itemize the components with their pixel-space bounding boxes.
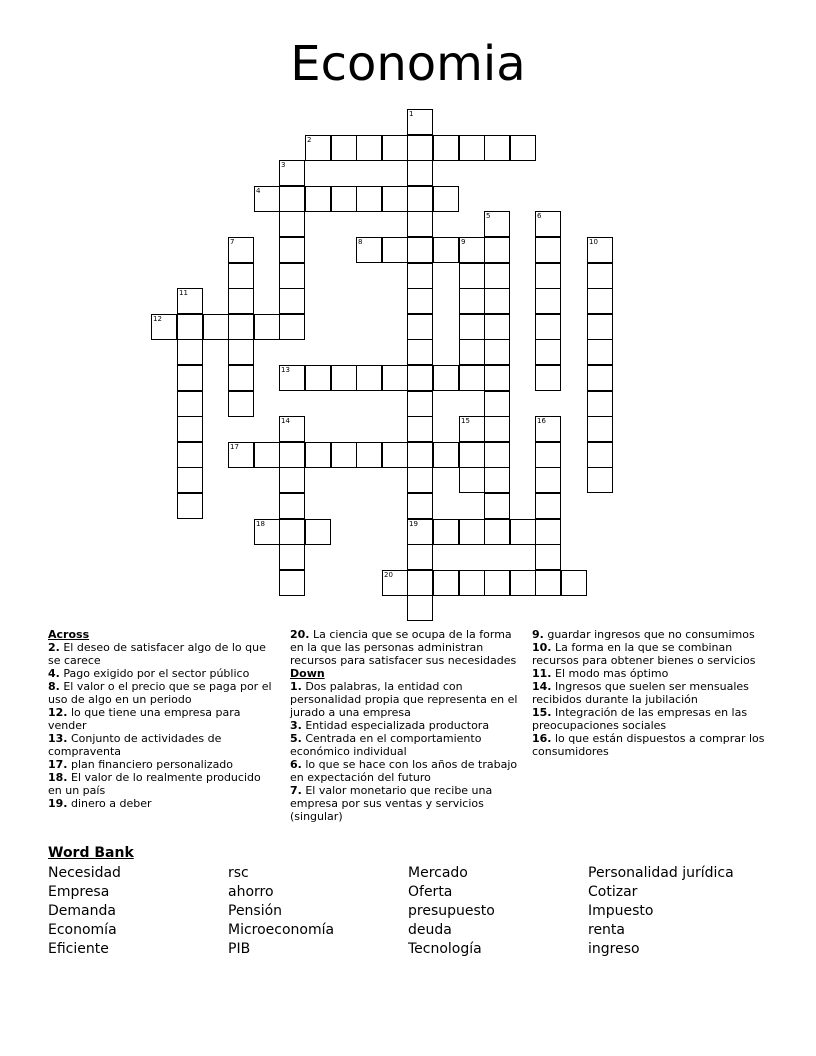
word-bank-word: Tecnología <box>408 941 482 957</box>
grid-cell[interactable] <box>279 211 305 237</box>
cell-number: 13 <box>281 366 290 374</box>
grid-cell[interactable] <box>228 391 254 417</box>
clue-text: La forma en la que se combinan recursos para obtener bienes o servicios <box>532 641 756 667</box>
clues-column-2 <box>290 628 526 823</box>
grid-cell[interactable] <box>484 391 510 417</box>
grid-cell[interactable] <box>279 570 305 596</box>
grid-cell[interactable] <box>535 339 561 365</box>
grid-cell[interactable] <box>305 135 331 161</box>
grid-cell[interactable] <box>279 263 305 289</box>
cell-number: 19 <box>409 520 418 528</box>
across-header: Across <box>48 628 90 641</box>
grid-cell[interactable] <box>484 339 510 365</box>
grid-cell[interactable] <box>587 467 613 493</box>
clue-number: 4. <box>48 667 60 680</box>
word-bank-word: ingreso <box>588 941 640 957</box>
grid-cell[interactable] <box>407 442 433 468</box>
clue-text: El valor de lo realmente producido en un país <box>48 771 261 797</box>
grid-cell[interactable] <box>177 493 203 519</box>
word-bank-word: Impuesto <box>588 903 654 919</box>
grid-cell[interactable] <box>535 263 561 289</box>
clue-number: 9. <box>532 628 544 641</box>
grid-cell[interactable] <box>587 237 613 263</box>
grid-cell[interactable] <box>459 288 485 314</box>
clue-number: 13. <box>48 732 68 745</box>
grid-cell[interactable] <box>279 467 305 493</box>
grid-cell[interactable] <box>151 314 177 340</box>
grid-cell[interactable] <box>535 442 561 468</box>
grid-cell[interactable] <box>407 160 433 186</box>
word-bank-word: Pensión <box>228 903 283 919</box>
grid-cell[interactable] <box>228 263 254 289</box>
grid-cell[interactable] <box>407 237 433 263</box>
grid-cell[interactable] <box>535 416 561 442</box>
grid-cell[interactable] <box>484 493 510 519</box>
grid-cell[interactable] <box>254 314 280 340</box>
grid-cell[interactable] <box>459 237 485 263</box>
grid-cell[interactable] <box>459 314 485 340</box>
word-bank <box>48 844 768 957</box>
word-bank-word: rsc <box>228 865 249 881</box>
word-bank-word: Personalidad jurídica <box>588 865 734 881</box>
down-clue <box>532 667 768 680</box>
grid-cell[interactable] <box>510 570 536 596</box>
clue-text: lo que se hace con los años de trabajo en expectación del futuro <box>290 758 518 784</box>
grid-cell[interactable] <box>279 186 305 212</box>
grid-cell[interactable] <box>587 339 613 365</box>
down-clue <box>290 719 526 732</box>
grid-cell[interactable] <box>535 237 561 263</box>
grid-cell[interactable] <box>535 493 561 519</box>
grid-cell[interactable] <box>228 314 254 340</box>
grid-cell[interactable] <box>177 467 203 493</box>
word-bank-word: deuda <box>408 922 452 938</box>
clue-number: 15. <box>532 706 552 719</box>
clue-number: 11. <box>532 667 552 680</box>
clue-number: 19. <box>48 797 68 810</box>
clue-text: Dos palabras, la entidad con personalidad propia que representa en el jurado a una empresa <box>290 680 518 719</box>
clue-number: 5. <box>290 732 302 745</box>
grid-cell[interactable] <box>484 467 510 493</box>
clue-number: 2. <box>48 641 60 654</box>
word-bank-column <box>588 864 734 959</box>
word-bank-word: Empresa <box>48 884 110 900</box>
grid-cell[interactable] <box>177 288 203 314</box>
grid-cell[interactable] <box>459 339 485 365</box>
grid-cell[interactable] <box>535 519 561 545</box>
grid-cell[interactable] <box>535 211 561 237</box>
grid-cell[interactable] <box>535 288 561 314</box>
clue-number: 17. <box>48 758 68 771</box>
grid-cell[interactable] <box>433 186 459 212</box>
grid-cell[interactable] <box>305 186 331 212</box>
cell-number: 8 <box>358 238 363 246</box>
grid-cell[interactable] <box>535 570 561 596</box>
grid-cell[interactable] <box>279 493 305 519</box>
grid-cell[interactable] <box>279 314 305 340</box>
clue-number: 14. <box>532 680 552 693</box>
cell-number: 15 <box>461 417 470 425</box>
grid-cell[interactable] <box>177 416 203 442</box>
grid-cell[interactable] <box>279 416 305 442</box>
grid-cell[interactable] <box>407 186 433 212</box>
clue-text: lo que están dispuestos a comprar los consumidores <box>532 732 765 758</box>
grid-cell[interactable] <box>510 519 536 545</box>
grid-cell[interactable] <box>279 519 305 545</box>
grid-cell[interactable] <box>279 237 305 263</box>
grid-cell[interactable] <box>254 186 280 212</box>
grid-cell[interactable] <box>459 570 485 596</box>
down-clue <box>532 628 768 641</box>
grid-cell[interactable] <box>459 416 485 442</box>
grid-cell[interactable] <box>484 365 510 391</box>
down-clue <box>290 680 526 719</box>
grid-cell[interactable] <box>407 467 433 493</box>
grid-cell[interactable] <box>484 237 510 263</box>
grid-cell[interactable] <box>203 314 229 340</box>
across-clue <box>48 706 274 732</box>
grid-cell[interactable] <box>484 288 510 314</box>
grid-cell[interactable] <box>587 314 613 340</box>
clue-number: 20. <box>290 628 310 641</box>
clue-text: El valor monetario que recibe una empresa por sus ventas y servicios (singular) <box>290 784 493 823</box>
clue-number: 3. <box>290 719 302 732</box>
cell-number: 10 <box>589 238 598 246</box>
grid-cell[interactable] <box>382 135 408 161</box>
down-clue <box>290 784 526 823</box>
grid-cell[interactable] <box>228 288 254 314</box>
grid-cell[interactable] <box>279 160 305 186</box>
grid-cell[interactable] <box>382 570 408 596</box>
grid-cell[interactable] <box>382 237 408 263</box>
clue-number: 8. <box>48 680 60 693</box>
word-bank-word: Economía <box>48 922 117 938</box>
grid-cell[interactable] <box>407 211 433 237</box>
across-clue <box>48 797 274 810</box>
clue-number: 16. <box>532 732 552 745</box>
clues-column-1 <box>48 628 274 810</box>
grid-cell[interactable] <box>407 365 433 391</box>
grid-cell[interactable] <box>459 365 485 391</box>
word-bank-column <box>228 864 334 959</box>
clue-number: 6. <box>290 758 302 771</box>
grid-cell[interactable] <box>254 442 280 468</box>
clue-text: plan financiero personalizado <box>67 758 234 771</box>
grid-cell[interactable] <box>382 365 408 391</box>
grid-cell[interactable] <box>459 442 485 468</box>
grid-cell[interactable] <box>587 391 613 417</box>
grid-cell[interactable] <box>433 365 459 391</box>
cell-number: 1 <box>409 110 414 118</box>
clue-text: El valor o el precio que se paga por el uso de algo en un periodo <box>48 680 272 706</box>
cell-number: 5 <box>486 212 491 220</box>
clue-text: Integración de las empresas en las preocupaciones sociales <box>532 706 748 732</box>
grid-cell[interactable] <box>459 519 485 545</box>
grid-cell[interactable] <box>254 519 280 545</box>
clue-text: guardar ingresos que no consumimos <box>543 628 755 641</box>
grid-cell[interactable] <box>279 288 305 314</box>
grid-cell[interactable] <box>356 365 382 391</box>
down-clue <box>532 641 768 667</box>
grid-cell[interactable] <box>382 442 408 468</box>
grid-cell[interactable] <box>587 416 613 442</box>
cell-number: 20 <box>384 571 393 579</box>
grid-cell[interactable] <box>407 339 433 365</box>
cell-number: 7 <box>230 238 235 246</box>
clue-text: lo que tiene una empresa para vender <box>48 706 241 732</box>
grid-cell[interactable] <box>356 135 382 161</box>
word-bank-word: Cotizar <box>588 884 638 900</box>
clue-text: dinero a deber <box>67 797 152 810</box>
clue-text: Centrada en el comportamiento económico individual <box>290 732 482 758</box>
word-bank-word: presupuesto <box>408 903 495 919</box>
across-clue <box>48 667 274 680</box>
cell-number: 4 <box>256 187 261 195</box>
grid-cell[interactable] <box>484 519 510 545</box>
grid-cell[interactable] <box>484 570 510 596</box>
clue-text: Entidad especializada productora <box>301 719 490 732</box>
grid-cell[interactable] <box>407 109 433 135</box>
grid-cell[interactable] <box>433 519 459 545</box>
cell-number: 6 <box>537 212 542 220</box>
word-bank-word: Eficiente <box>48 941 109 957</box>
grid-cell[interactable] <box>305 365 331 391</box>
grid-cell[interactable] <box>407 595 433 621</box>
grid-cell[interactable] <box>484 211 510 237</box>
cell-number: 11 <box>179 289 188 297</box>
cell-number: 17 <box>230 443 239 451</box>
grid-cell[interactable] <box>535 467 561 493</box>
grid-cell[interactable] <box>587 365 613 391</box>
grid-cell[interactable] <box>510 135 536 161</box>
clue-number: 10. <box>532 641 552 654</box>
grid-cell[interactable] <box>433 237 459 263</box>
across-clue <box>48 758 274 771</box>
cell-number: 16 <box>537 417 546 425</box>
clue-text: Ingresos que suelen ser mensuales recibidos durante la jubilación <box>532 680 749 706</box>
grid-cell[interactable] <box>407 391 433 417</box>
grid-cell[interactable] <box>177 339 203 365</box>
down-clue <box>290 732 526 758</box>
grid-cell[interactable] <box>331 365 357 391</box>
word-bank-word: Microeconomía <box>228 922 335 938</box>
grid-cell[interactable] <box>433 570 459 596</box>
grid-cell[interactable] <box>561 570 587 596</box>
grid-cell[interactable] <box>407 288 433 314</box>
grid-cell[interactable] <box>407 135 433 161</box>
grid-cell[interactable] <box>331 135 357 161</box>
grid-cell[interactable] <box>407 416 433 442</box>
grid-cell[interactable] <box>587 442 613 468</box>
word-bank-word: PIB <box>228 941 251 957</box>
word-bank-word: ahorro <box>228 884 274 900</box>
down-clue <box>532 706 768 732</box>
across-clue <box>290 628 526 667</box>
across-clue <box>48 771 274 797</box>
across-clue <box>48 641 274 667</box>
clue-text: El modo mas óptimo <box>551 667 669 680</box>
grid-cell[interactable] <box>484 263 510 289</box>
clue-text: Conjunto de actividades de compraventa <box>48 732 222 758</box>
grid-cell[interactable] <box>587 288 613 314</box>
down-clue <box>532 732 768 758</box>
grid-cell[interactable] <box>433 135 459 161</box>
clue-number: 1. <box>290 680 302 693</box>
grid-cell[interactable] <box>177 314 203 340</box>
grid-cell[interactable] <box>459 263 485 289</box>
down-header: Down <box>290 667 325 680</box>
grid-cell[interactable] <box>228 442 254 468</box>
grid-cell[interactable] <box>535 314 561 340</box>
clue-number: 18. <box>48 771 68 784</box>
grid-cell[interactable] <box>228 237 254 263</box>
grid-cell[interactable] <box>331 186 357 212</box>
grid-cell[interactable] <box>177 365 203 391</box>
grid-cell[interactable] <box>484 416 510 442</box>
grid-cell[interactable] <box>407 263 433 289</box>
page-title: Economia <box>290 36 526 92</box>
grid-cell[interactable] <box>228 339 254 365</box>
word-bank-word: Oferta <box>408 884 453 900</box>
grid-cell[interactable] <box>356 186 382 212</box>
clue-number: 7. <box>290 784 302 797</box>
grid-cell[interactable] <box>279 365 305 391</box>
grid-cell[interactable] <box>535 544 561 570</box>
word-bank-word: Necesidad <box>48 865 121 881</box>
cell-number: 18 <box>256 520 265 528</box>
grid-cell[interactable] <box>382 186 408 212</box>
clue-number: 12. <box>48 706 68 719</box>
cell-number: 9 <box>461 238 466 246</box>
clues-column-3 <box>532 628 768 758</box>
grid-cell[interactable] <box>279 544 305 570</box>
clue-text: Pago exigido por el sector público <box>59 667 250 680</box>
grid-cell[interactable] <box>305 519 331 545</box>
word-bank-word: Mercado <box>408 865 468 881</box>
word-bank-word: renta <box>588 922 626 938</box>
grid-cell[interactable] <box>356 442 382 468</box>
clue-text: La ciencia que se ocupa de la forma en la que las personas administran recursos para satisfacer sus necesidades <box>290 628 517 667</box>
across-clue <box>48 732 274 758</box>
grid-cell[interactable] <box>177 391 203 417</box>
grid-cell[interactable] <box>459 467 485 493</box>
grid-cell[interactable] <box>305 442 331 468</box>
grid-cell[interactable] <box>587 263 613 289</box>
grid-cell[interactable] <box>484 314 510 340</box>
grid-cell[interactable] <box>331 442 357 468</box>
grid-cell[interactable] <box>228 365 254 391</box>
grid-cell[interactable] <box>407 519 433 545</box>
down-clue <box>532 680 768 706</box>
across-clue <box>48 680 274 706</box>
cell-number: 12 <box>153 315 162 323</box>
cell-number: 2 <box>307 136 312 144</box>
clue-text: El deseo de satisfacer algo de lo que se carece <box>48 641 266 667</box>
word-bank-column <box>408 864 495 959</box>
down-clue <box>290 758 526 784</box>
grid-cell[interactable] <box>484 442 510 468</box>
grid-cell[interactable] <box>407 493 433 519</box>
word-bank-column <box>48 864 121 959</box>
grid-cell[interactable] <box>535 365 561 391</box>
grid-cell[interactable] <box>407 314 433 340</box>
grid-cell[interactable] <box>484 135 510 161</box>
cell-number: 3 <box>281 161 286 169</box>
grid-cell[interactable] <box>356 237 382 263</box>
word-bank-word: Demanda <box>48 903 116 919</box>
cell-number: 14 <box>281 417 290 425</box>
grid-cell[interactable] <box>279 442 305 468</box>
grid-cell[interactable] <box>177 442 203 468</box>
grid-cell[interactable] <box>407 570 433 596</box>
word-bank-header: Word Bank <box>48 845 134 861</box>
grid-cell[interactable] <box>407 544 433 570</box>
grid-cell[interactable] <box>459 135 485 161</box>
grid-cell[interactable] <box>433 442 459 468</box>
